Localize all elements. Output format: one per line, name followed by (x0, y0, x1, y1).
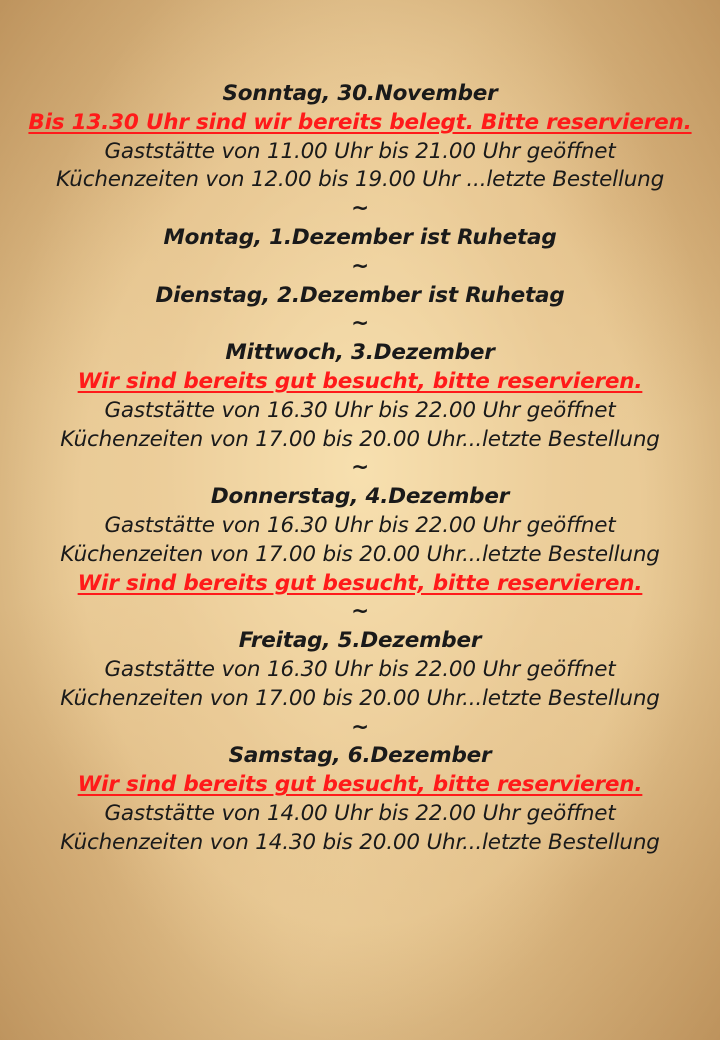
friday-title: Freitag, 5.Dezember (238, 628, 482, 654)
opening-hours-schedule (0, 80, 720, 858)
tilde-separator: ~ (351, 599, 369, 625)
sunday-reservation-notice: Bis 13.30 Uhr sind wir bereits belegt. Bitte reservieren. (28, 109, 692, 135)
sunday-opening-hours: Gaststätte von 11.00 Uhr bis 21.00 Uhr geöffnet (104, 138, 616, 164)
wednesday-kitchen-hours: Küchenzeiten von 17.00 bis 20.00 Uhr...letzte Bestellung (60, 426, 660, 452)
saturday-kitchen-hours: Küchenzeiten von 14.30 bis 20.00 Uhr...letzte Bestellung (60, 829, 660, 855)
tilde-separator: ~ (351, 253, 369, 279)
wednesday-opening-hours: Gaststätte von 16.30 Uhr bis 22.00 Uhr geöffnet (104, 397, 616, 423)
wednesday-reservation-notice: Wir sind bereits gut besucht, bitte reservieren. (77, 368, 643, 394)
friday-kitchen-hours: Küchenzeiten von 17.00 bis 20.00 Uhr...letzte Bestellung (60, 685, 660, 711)
thursday-kitchen-hours: Küchenzeiten von 17.00 bis 20.00 Uhr...letzte Bestellung (60, 541, 660, 567)
thursday-title: Donnerstag, 4.Dezember (210, 484, 510, 510)
sunday-title: Sonntag, 30.November (222, 81, 498, 106)
tuesday-title: Dienstag, 2.Dezember ist Ruhetag (155, 282, 565, 308)
monday-title: Montag, 1.Dezember ist Ruhetag (163, 224, 557, 250)
wednesday-title: Mittwoch, 3.Dezember (225, 340, 495, 366)
sunday-kitchen-hours: Küchenzeiten von 12.00 bis 19.00 Uhr ...letzte Bestellung (55, 167, 665, 193)
saturday-opening-hours: Gaststätte von 14.00 Uhr bis 22.00 Uhr geöffnet (104, 800, 616, 826)
tilde-separator: ~ (351, 311, 369, 337)
tilde-separator: ~ (351, 196, 369, 222)
tilde-separator: ~ (351, 455, 369, 481)
tilde-separator: ~ (351, 714, 369, 740)
saturday-reservation-notice: Wir sind bereits gut besucht, bitte reservieren. (77, 772, 643, 798)
friday-opening-hours: Gaststätte von 16.30 Uhr bis 22.00 Uhr geöffnet (104, 656, 616, 682)
thursday-reservation-notice: Wir sind bereits gut besucht, bitte reservieren. (77, 570, 643, 596)
saturday-title: Samstag, 6.Dezember (228, 743, 492, 769)
thursday-opening-hours: Gaststätte von 16.30 Uhr bis 22.00 Uhr geöffnet (104, 512, 616, 538)
